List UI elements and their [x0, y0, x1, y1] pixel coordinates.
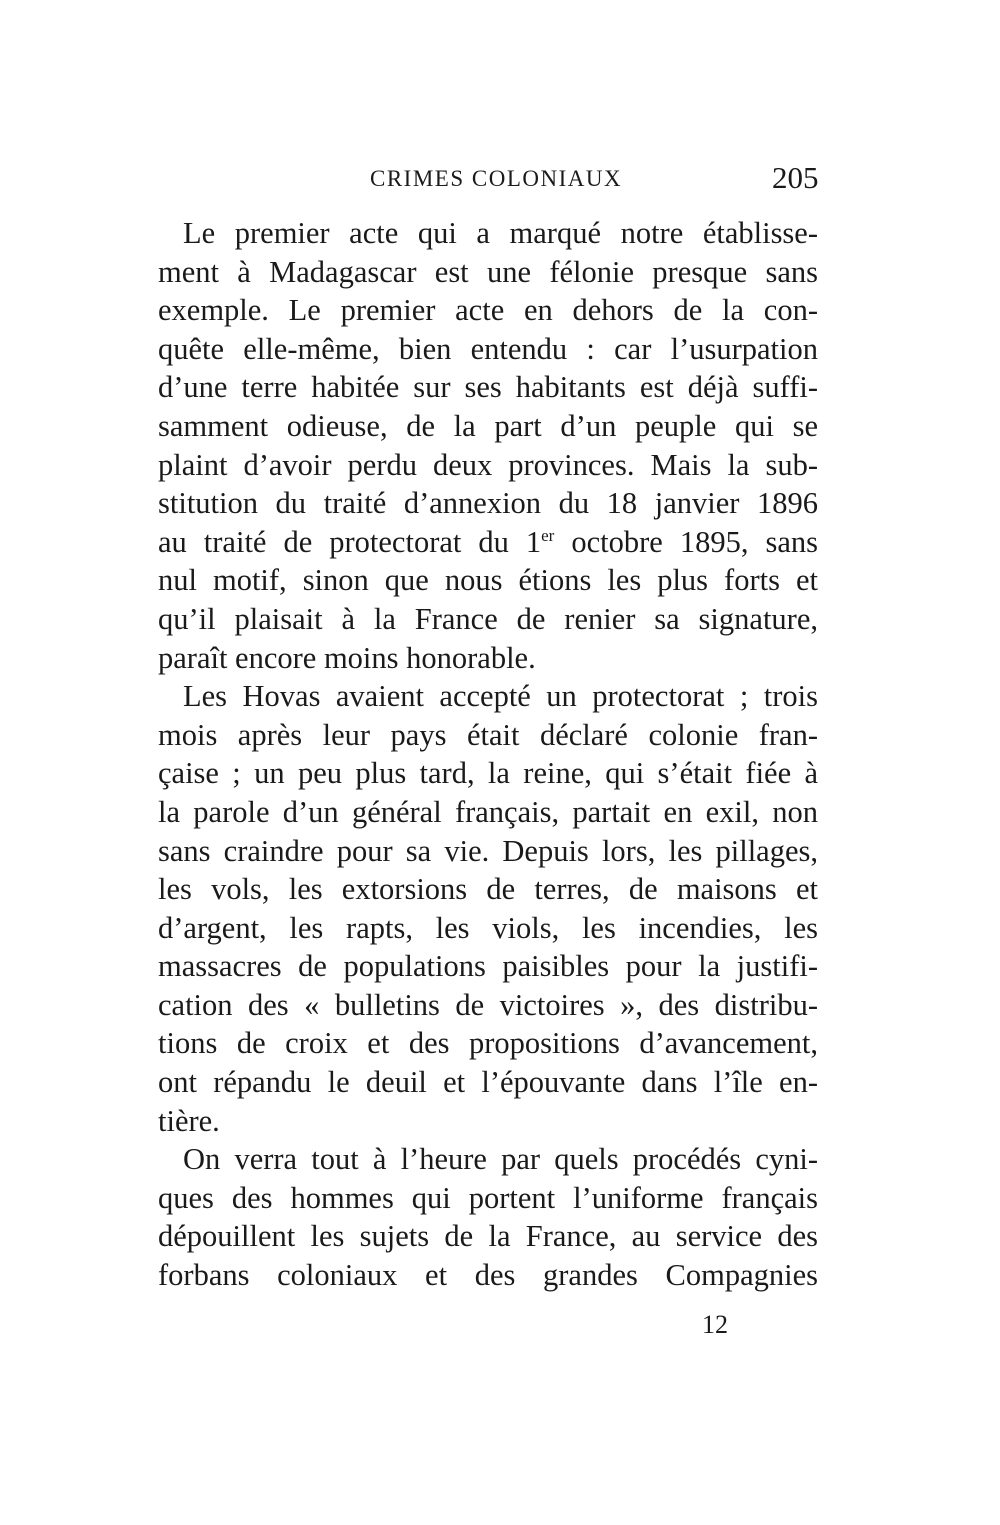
text-line — [158, 523, 818, 562]
text-line: d’une terre habitée sur ses habitants est déjà suffi- — [158, 370, 818, 405]
text-line: forbans coloniaux et des grandes Compagnies — [158, 1258, 818, 1293]
text-line: Les Hovas avaient accepté un protectorat ; trois — [183, 679, 818, 714]
text-segment: octobre 1895, sans — [554, 524, 819, 559]
text-line: tions de croix et des propositions d’avancement, — [158, 1026, 818, 1061]
running-header-title: CRIMES COLONIAUX — [370, 166, 623, 191]
text-line: plaint d’avoir perdu deux provinces. Mais la sub- — [158, 447, 818, 482]
text-line: massacres de populations paisibles pour la justifi- — [158, 949, 818, 984]
text-segment: au traité de protectorat du 1 — [158, 524, 542, 559]
text-line: qu’il plaisait à la France de renier sa signature, — [158, 601, 818, 636]
text-line: çaise ; un peu plus tard, la reine, qui s’était fiée à — [158, 756, 818, 791]
text-line: paraît encore moins honorable. — [158, 640, 536, 675]
text-line: d’argent, les rapts, les viols, les incendies, les — [158, 910, 818, 945]
text-line: sans craindre pour sa vie. Depuis lors, les pillages, — [158, 833, 818, 868]
text-line: samment odieuse, de la part d’un peuple qui se — [158, 408, 818, 443]
text-line: les vols, les extorsions de terres, de maisons et — [158, 872, 818, 907]
text-line: ment à Madagascar est une félonie presque sans — [158, 254, 818, 289]
text-line: stitution du traité d’annexion du 18 janvier 1896 — [158, 486, 818, 521]
body-text — [158, 214, 818, 1295]
text-line: nul motif, sinon que nous étions les plus forts et — [158, 563, 818, 598]
text-line: tière. — [158, 1103, 220, 1138]
superscript-ordinal: er — [541, 525, 555, 545]
text-line: ont répandu le deuil et l’épouvante dans l’île en- — [158, 1065, 818, 1100]
text-line: mois après leur pays était déclaré colonie fran- — [158, 717, 818, 752]
text-line: dépouillent les sujets de la France, au service des — [158, 1219, 818, 1254]
page-number: 205 — [772, 160, 819, 195]
text-line: ques des hommes qui portent l’uniforme français — [158, 1180, 818, 1215]
signature-mark: 12 — [702, 1310, 728, 1339]
text-line: On verra tout à l’heure par quels procédés cyni- — [183, 1142, 818, 1177]
text-line: exemple. Le premier acte en dehors de la con- — [158, 293, 818, 328]
text-line: quête elle-même, bien entendu : car l’usurpation — [158, 331, 818, 366]
text-line: cation des « bulletins de victoires », des distribu- — [158, 987, 818, 1022]
text-line: la parole d’un général français, partait en exil, non — [158, 794, 818, 829]
text-line: Le premier acte qui a marqué notre établisse- — [183, 216, 818, 250]
